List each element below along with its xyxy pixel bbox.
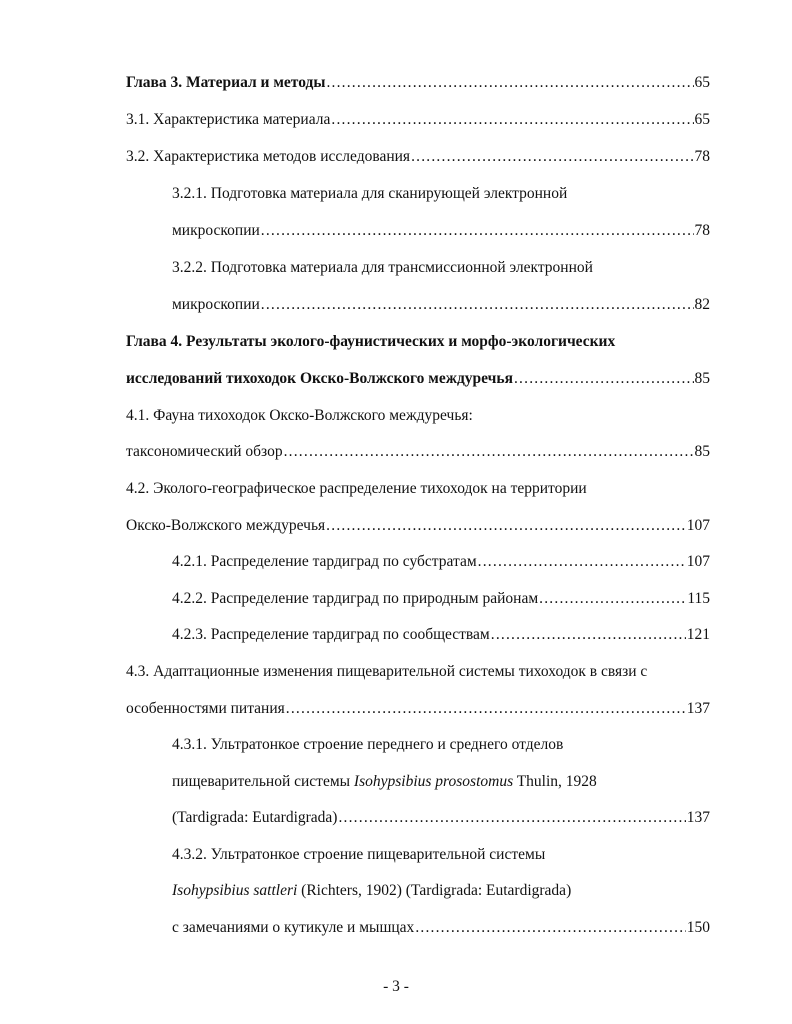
toc-entry-chapter-4-line2 — [126, 368, 710, 390]
toc-page-number: 65 — [694, 111, 710, 128]
toc-page-number: 121 — [686, 626, 710, 643]
toc-leader-dots — [326, 515, 686, 537]
toc-page-number: 78 — [694, 222, 710, 239]
toc-entry-title: 4.3. Адаптационные изменения пищеварительной системы тихоходок в связи с — [126, 663, 648, 680]
toc-entry-title: Глава 4. Результаты эколого-фаунистических и морфо-экологических — [126, 333, 616, 350]
toc-leader-dots — [261, 294, 694, 316]
toc-entry-3-2-1-line1 — [172, 183, 710, 205]
toc-leader-dots — [539, 588, 686, 610]
toc-entry-chapter-3 — [126, 72, 710, 94]
species-name: Isohypsibius sattleri — [172, 882, 298, 899]
toc-entry-4-3-2-line3 — [172, 917, 710, 939]
toc-page-number: 150 — [686, 919, 710, 936]
toc-text: Thulin, 1928 — [513, 773, 597, 790]
toc-leader-dots — [284, 441, 694, 463]
toc-entry-4-3-2-line1 — [172, 844, 710, 866]
toc-entry-title: 4.3.2. Ультратонкое строение пищеварительной системы — [172, 846, 546, 863]
species-name: Isohypsibius prosostomus — [353, 773, 514, 790]
toc-entry-title: 4.3.1. Ультратонкое строение переднего и среднего отделов — [172, 736, 564, 753]
toc-leader-dots — [478, 551, 686, 573]
toc-entry-4-2-2 — [172, 588, 710, 610]
toc-entry-title: 3.2.2. Подготовка материала для трансмиссионной электронной — [172, 259, 593, 276]
toc-entry-title: 4.2.1. Распределение тардиград по субстратам — [172, 553, 477, 570]
toc-entry-title-cont — [172, 880, 571, 902]
toc-entry-title-cont: с замечаниями о кутикуле и мышцах — [172, 919, 415, 936]
toc-leader-dots — [331, 109, 693, 131]
toc-entry-4-2-3 — [172, 624, 710, 646]
toc-leader-dots — [326, 72, 693, 94]
toc-page-number: 137 — [686, 700, 710, 717]
toc-page-number: 137 — [686, 809, 710, 826]
toc-entry-title-cont — [172, 771, 597, 793]
page-footer-number: - 3 - — [383, 978, 409, 995]
toc-entry-title-cont: особенностями питания — [126, 700, 285, 717]
toc-entry-title-cont: микроскопии — [172, 296, 260, 313]
toc-entry-title: 3.1. Характеристика материала — [126, 111, 331, 128]
toc-entry-4-3-1-line3 — [172, 807, 710, 829]
toc-entry-3-2-2-line1 — [172, 257, 710, 279]
toc-entry-3-2-2-line2 — [172, 294, 710, 316]
toc-leader-dots — [491, 624, 686, 646]
toc-page-number: 107 — [686, 517, 710, 534]
toc-entry-chapter-4-line1 — [126, 331, 710, 353]
toc-entry-title-cont: исследований тихоходок Окско-Волжского междуречья — [126, 370, 513, 387]
toc-text: пищеварительной системы — [172, 773, 354, 790]
toc-entry-3-1 — [126, 109, 710, 131]
toc-entry-4-3-line2 — [126, 698, 710, 720]
toc-entry-3-2 — [126, 146, 710, 168]
toc-leader-dots — [338, 807, 685, 829]
toc-entry-title: Глава 3. Материал и методы — [126, 74, 326, 91]
toc-page-number: 85 — [694, 443, 710, 460]
toc-page-number: 82 — [694, 296, 710, 313]
toc-entry-4-2-line2 — [126, 515, 710, 537]
toc-page-number: 107 — [686, 553, 710, 570]
toc-entry-title: 4.2. Эколого-географическое распределение тихоходок на территории — [126, 480, 587, 497]
toc-entry-title: 3.2. Характеристика методов исследования — [126, 148, 411, 165]
toc-entry-title-cont: таксономический обзор — [126, 443, 283, 460]
toc-leader-dots — [514, 368, 694, 390]
toc-page-number: 85 — [694, 370, 710, 387]
toc-entry-4-3-1-line1 — [172, 734, 710, 756]
toc-entry-title: 4.1. Фауна тихоходок Окско-Волжского междуречья: — [126, 407, 473, 424]
toc-leader-dots — [415, 917, 685, 939]
toc-entry-4-1-line1 — [126, 405, 710, 427]
toc-entry-title-cont: (Tardigrada: Eutardigrada) — [172, 809, 338, 826]
toc-entry-title: 4.2.3. Распределение тардиград по сообществам — [172, 626, 490, 643]
toc-entry-3-2-1-line2 — [172, 220, 710, 242]
toc-text: (Richters, 1902) (Tardigrada: Eutardigrada) — [297, 882, 572, 899]
toc-entry-4-1-line2 — [126, 441, 710, 463]
toc-page-number: 115 — [687, 590, 710, 607]
toc-entry-title-cont: микроскопии — [172, 222, 260, 239]
toc-entry-4-2-line1 — [126, 478, 710, 500]
toc-page-number: 78 — [694, 148, 710, 165]
toc-entry-4-2-1 — [172, 551, 710, 573]
toc-entry-title: 4.2.2. Распределение тардиград по природным районам — [172, 590, 539, 607]
toc-entry-4-3-line1 — [126, 661, 710, 683]
toc-entry-4-3-1-line2 — [172, 771, 710, 793]
toc-leader-dots — [411, 146, 693, 168]
toc-page-number: 65 — [694, 74, 710, 91]
toc-entry-title-cont: Окско-Волжского междуречья — [126, 517, 326, 534]
toc-leader-dots — [261, 220, 694, 242]
toc-entry-title: 3.2.1. Подготовка материала для сканирующей электронной — [172, 185, 568, 202]
toc-leader-dots — [286, 698, 686, 720]
toc-entry-4-3-2-line2 — [172, 880, 710, 902]
